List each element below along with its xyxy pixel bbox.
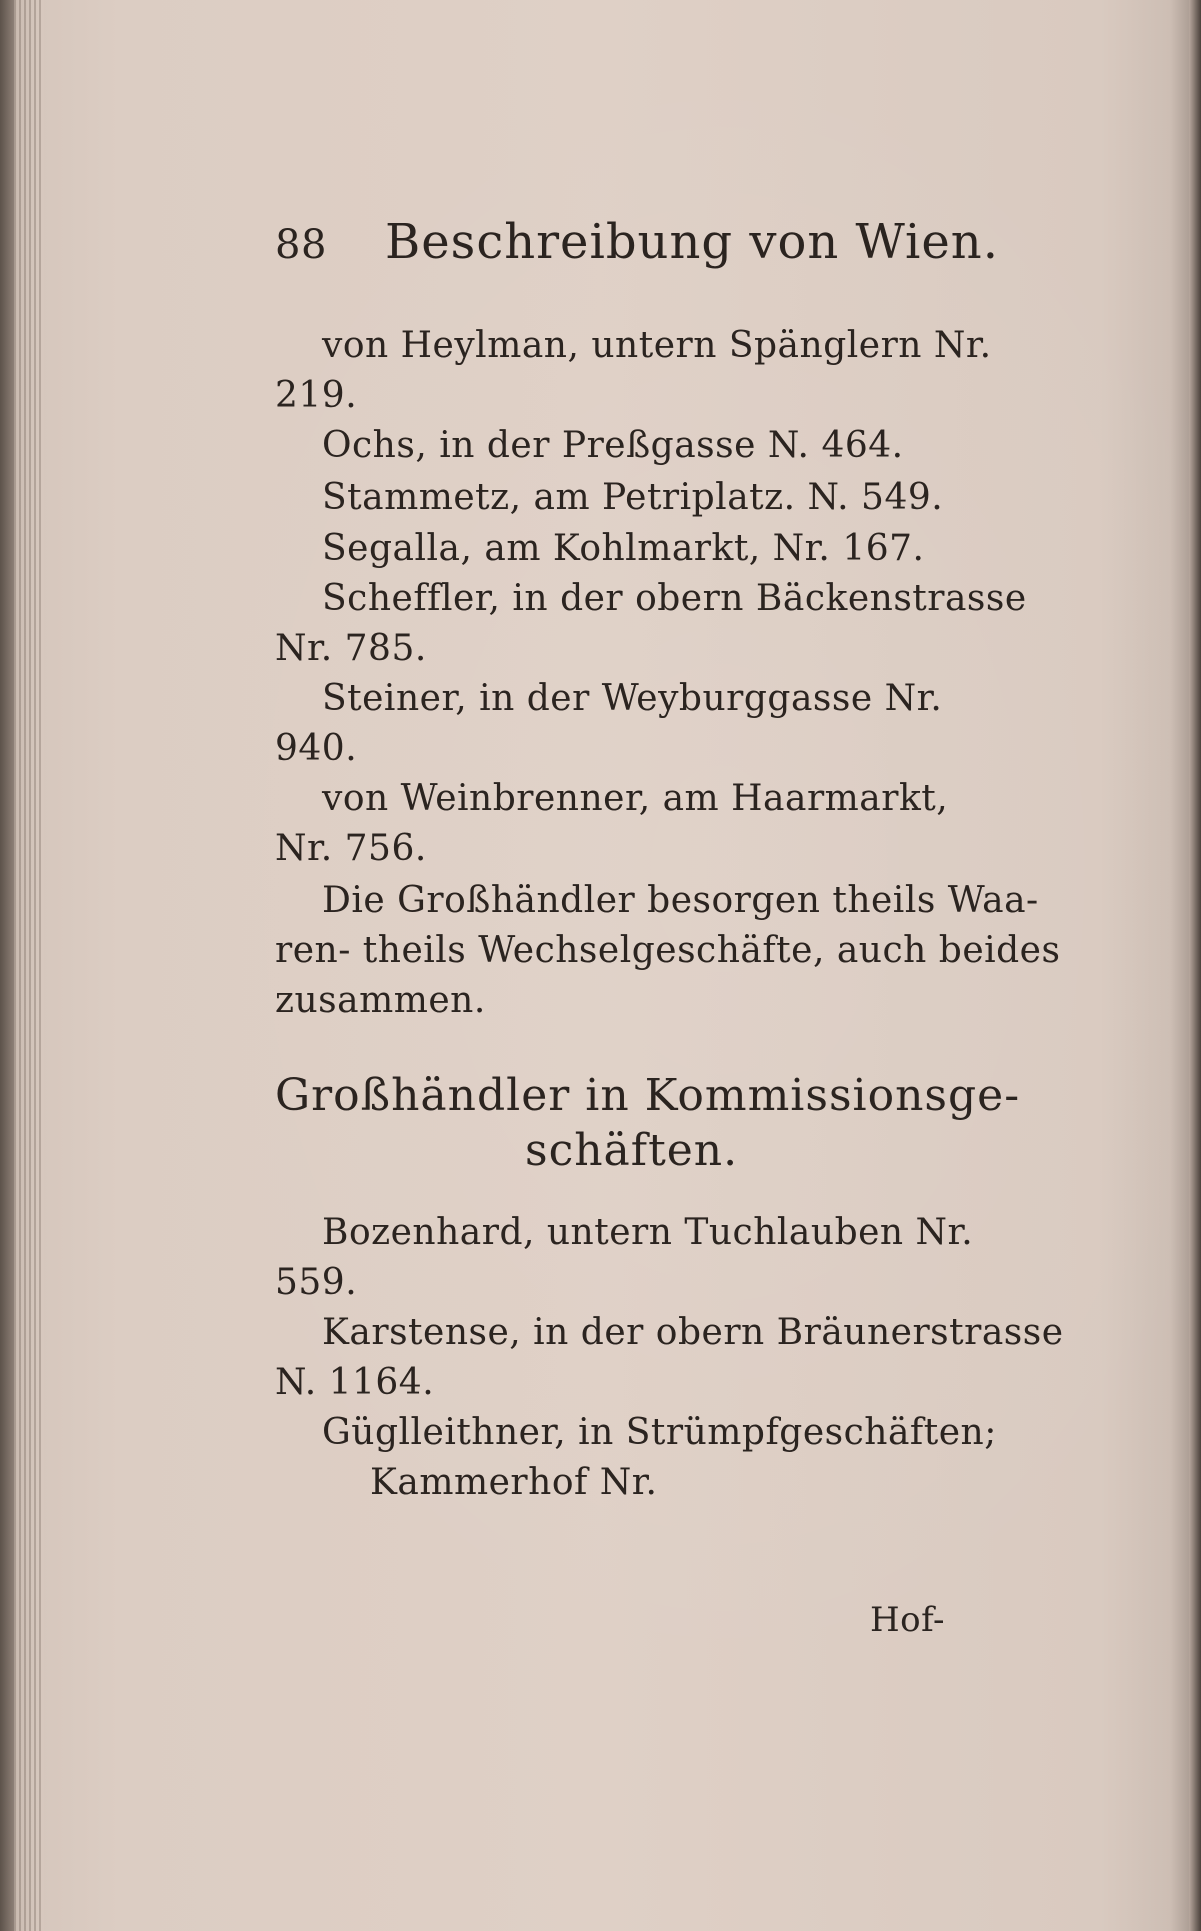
section-heading: Großhändler in Kommissionsge- xyxy=(275,1070,1021,1121)
running-title: Beschreibung von Wien. xyxy=(385,214,999,270)
list-item: Stammetz, am Petriplatz. N. 549. xyxy=(322,477,944,518)
catchword: Hof- xyxy=(870,1600,945,1640)
list-item: 219. xyxy=(275,375,358,416)
binding-shadow xyxy=(0,0,14,1931)
page-number: 88 xyxy=(275,222,327,268)
list-item: Steiner, in der Weyburggasse Nr. xyxy=(322,678,943,719)
list-item: Nr. 756. xyxy=(275,828,427,869)
right-page-edge xyxy=(1189,0,1201,1931)
list-item: 940. xyxy=(275,728,358,769)
list-item: Güglleithner, in Strümpfgeschäften; xyxy=(322,1412,997,1453)
note-line: Die Großhändler besorgen theils Waa- xyxy=(322,880,1039,921)
list-item: Kammerhof Nr. xyxy=(370,1462,658,1503)
list-item: Karstense, in der obern Bräunerstrasse xyxy=(322,1312,1064,1353)
list-item: N. 1164. xyxy=(275,1362,435,1403)
list-item: von Heylman, untern Spänglern Nr. xyxy=(322,325,992,366)
note-line: zusammen. xyxy=(275,980,486,1021)
list-item: 559. xyxy=(275,1262,358,1303)
list-item: Segalla, am Kohlmarkt, Nr. 167. xyxy=(322,528,925,569)
list-item: Bozenhard, untern Tuchlauben Nr. xyxy=(322,1212,974,1253)
note-line: ren- theils Wechselgeschäfte, auch beides xyxy=(275,930,1061,971)
list-item: von Weinbrenner, am Haarmarkt, xyxy=(322,778,949,819)
page-edges xyxy=(14,0,44,1931)
list-item: Nr. 785. xyxy=(275,628,427,669)
list-item: Scheffler, in der obern Bäckenstrasse xyxy=(322,578,1027,619)
section-heading: schäften. xyxy=(525,1125,739,1176)
list-item: Ochs, in der Preßgasse N. 464. xyxy=(322,425,904,466)
